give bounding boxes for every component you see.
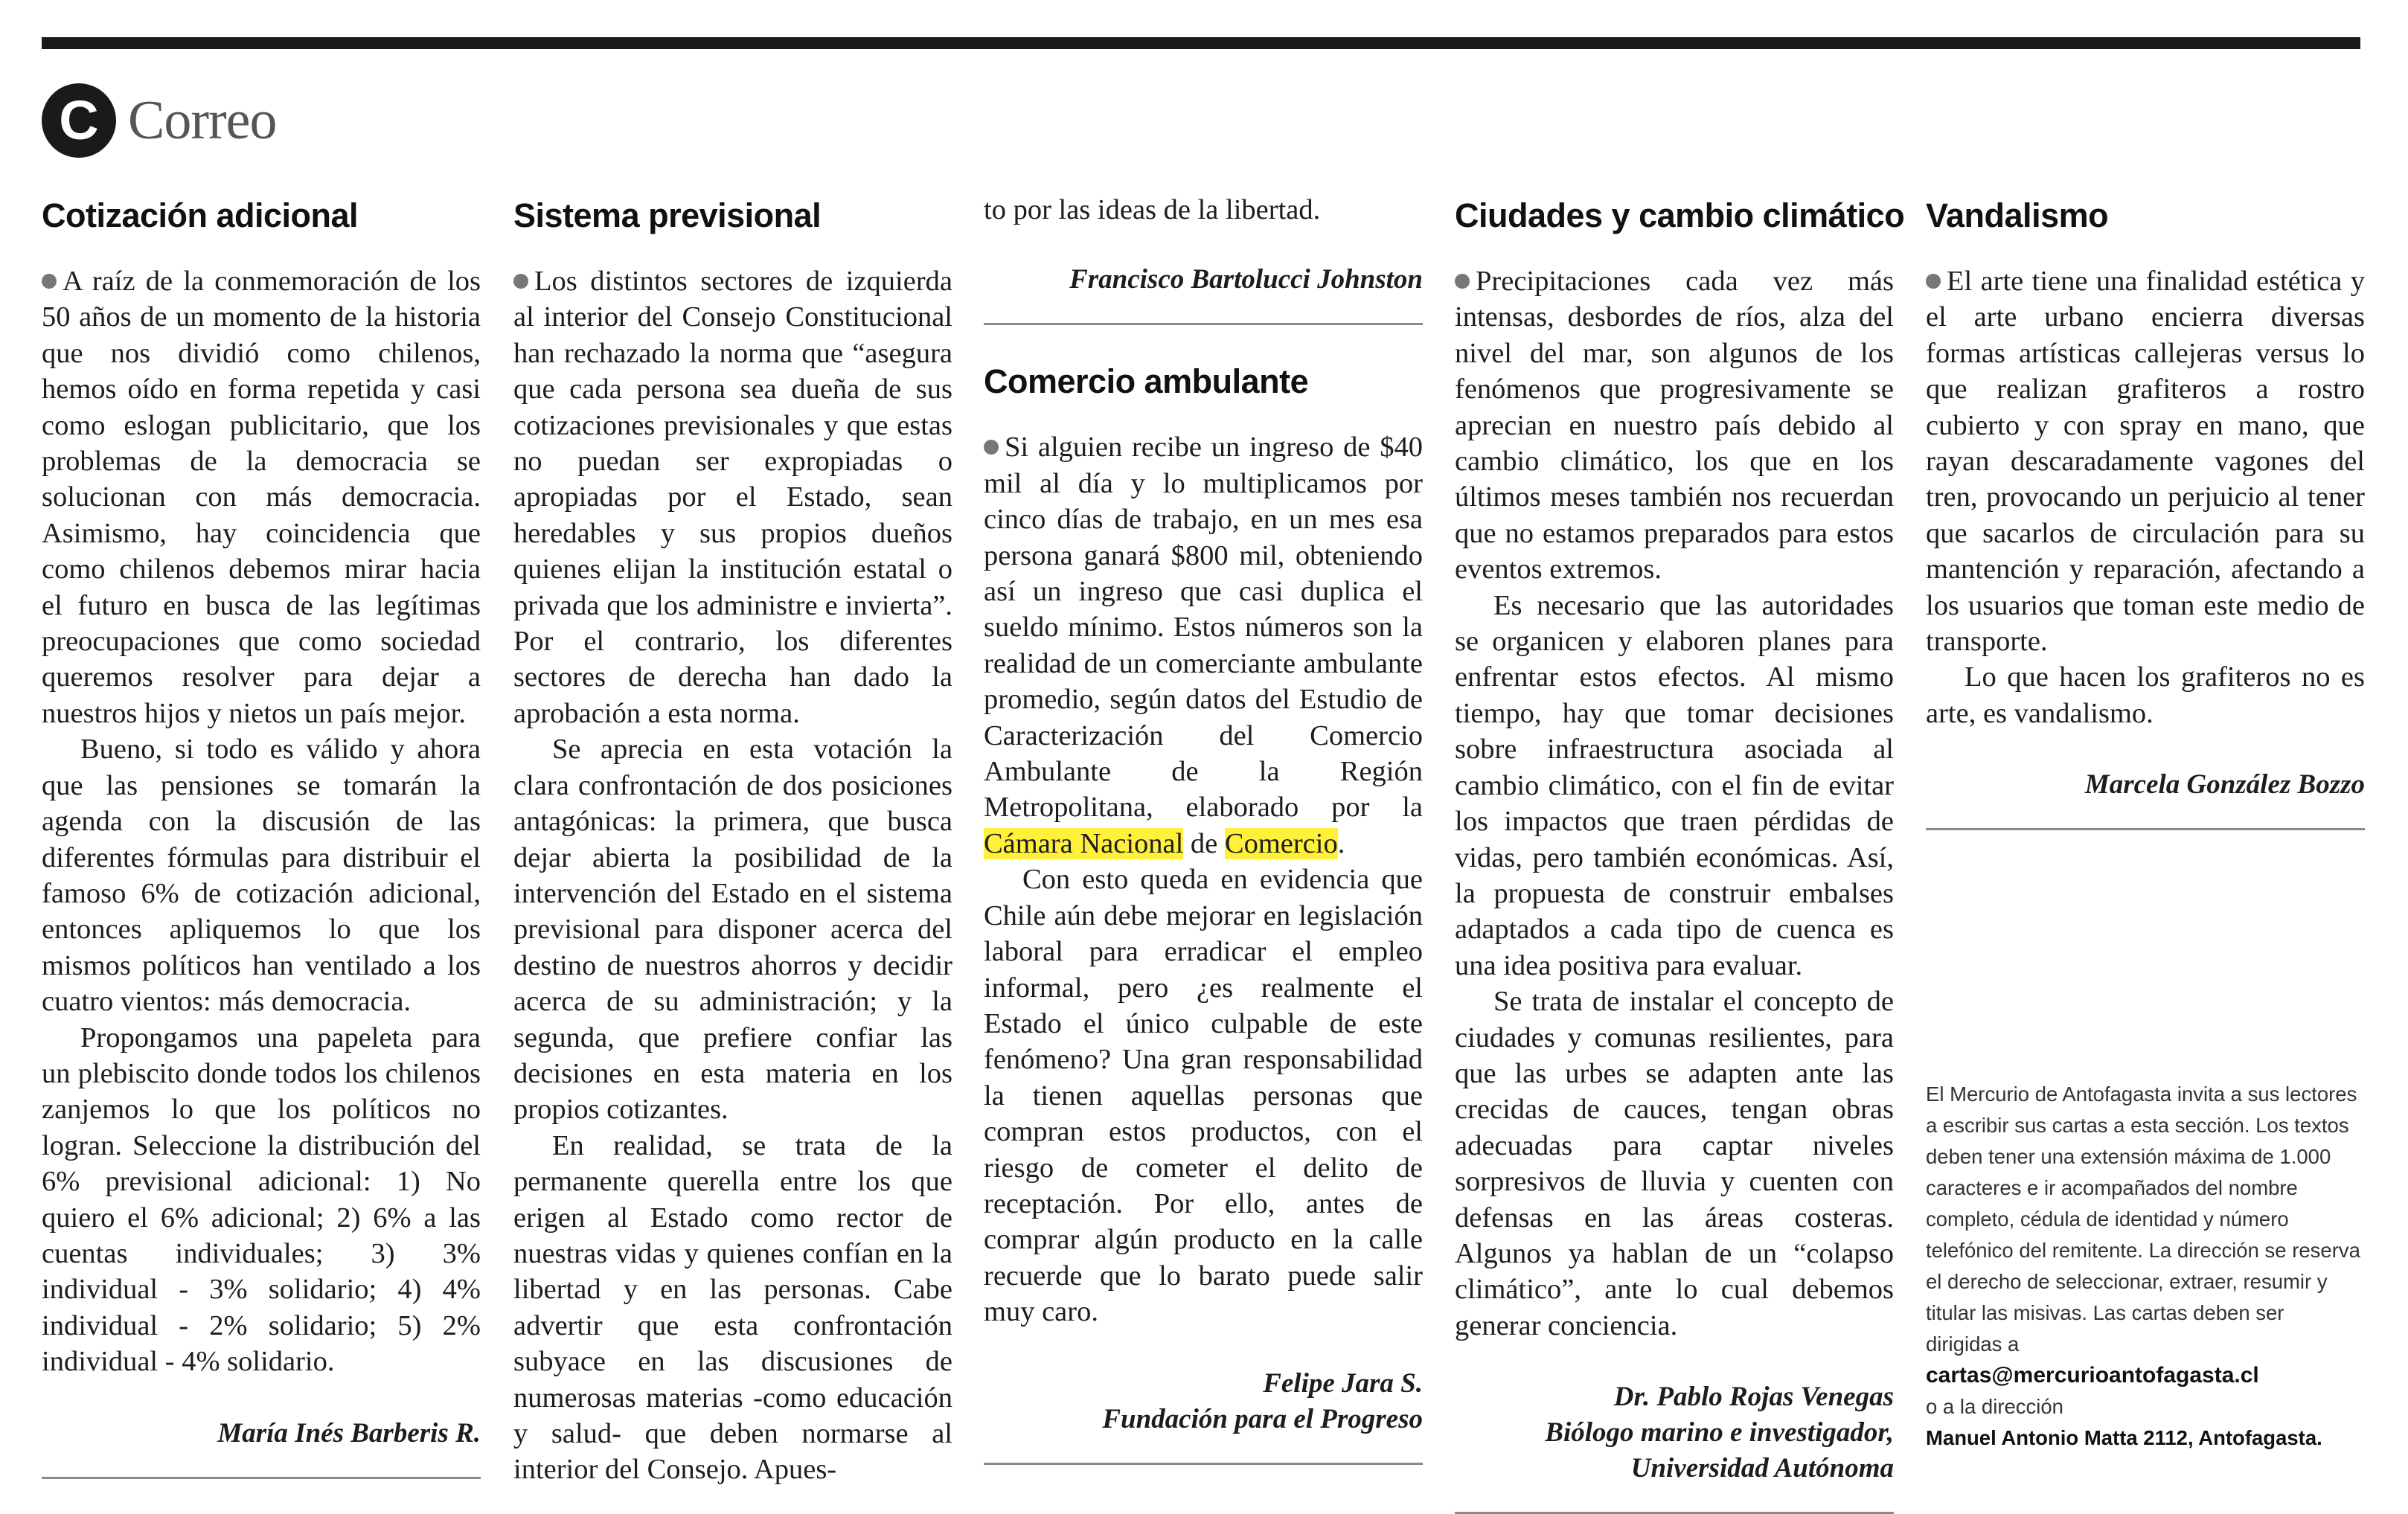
section-title: Correo bbox=[128, 89, 277, 151]
highlighted-text: Comercio bbox=[1224, 827, 1338, 859]
notice-email[interactable]: cartas@mercurioantofagasta.cl bbox=[1926, 1363, 2259, 1388]
submission-notice bbox=[1926, 1079, 2365, 1454]
continued-text bbox=[984, 192, 1423, 228]
letter-signature: María Inés Barberis R. bbox=[217, 1417, 481, 1449]
letter-title: Vandalismo bbox=[1926, 196, 2109, 234]
notice-address: Manuel Antonio Matta 2112, Antofagasta. bbox=[1926, 1426, 2322, 1449]
divider bbox=[42, 1477, 481, 1479]
section-masthead bbox=[42, 83, 277, 158]
bullet-icon bbox=[1455, 274, 1470, 289]
letter-paragraph: Con esto queda en evidencia que Chile aún debe mejorar en legislación laboral para erradicar el empleo informal, pero ¿es realmente el Estado el único culpable de este fenómeno? Una gran responsabilidad la tienen aquellas personas que compran estos productos, con el riesgo de cometer el delito de receptación. Por ello, antes de comprar algún producto en la calle recuerde que lo barato puede salir muy caro. bbox=[984, 864, 1423, 1328]
letter-paragraph: Se trata de instalar el concepto de ciudades y comunas resilientes, para que las urbes se adapten ante las crecidas de cauces, tengan obras adecuadas para captar niveles sorpresivos de lluvia y cuenten con defensas en las áreas costeras. Algunos ya hablan de un “colapso climático”, ante lo cual debemos generar conciencia. bbox=[1455, 986, 1894, 1341]
letter-paragraph: Es necesario que las autoridades se organicen y elaboren planes para enfrentar estos efectos. Al mismo tiempo, hay que tomar decisiones sobre infraestructura asociada al cambio climático, con el fin de evitar los impactos que traen pérdidas de vidas, pero también económicas. Así, la propuesta de construir embalses adaptados a cada tipo de cuenca es una idea positiva para evaluar. bbox=[1455, 589, 1894, 981]
notice-text: El Mercurio de Antofagasta invita a sus lectores a escribir sus cartas a esta sección. Los textos deben tener una extensión máxima de 1.000 caracteres e ir acompañados del nombre completo, cédula de identidad y número telefónico del remitente. La dirección se reserva el derecho de seleccionar, extraer, resumir y titular las misivas. Las cartas deben ser dirigidas a bbox=[1926, 1082, 2360, 1356]
letter-paragraph: Precipitaciones cada vez más intensas, desbordes de ríos, alza del nivel del mar, son algunos de los fenómenos que progresivamente se aprecian en nuestro país debido al cambio climático, los que en los últimos meses también nos recuerdan que no estamos preparados para estos eventos extremos. bbox=[1455, 266, 1894, 586]
signature-org: Universidad Autónoma bbox=[1630, 1453, 1894, 1484]
bullet-icon bbox=[1926, 274, 1941, 289]
letter-paragraph: Los distintos sectores de izquierda al interior del Consejo Constitucional han rechazado la norma que “asegura que cada persona sea dueña de sus cotizaciones previsionales y que estas no puedan ser expropiadas o apropiadas por el Estado, sean heredables y sus propios dueños quienes elijan la institución estatal o privada que los administre e invierta”. Por el contrario, los diferentes sectores de derecha han dado la aprobación a esta norma. bbox=[513, 266, 952, 729]
divider bbox=[984, 323, 1423, 325]
letter-signature: Francisco Bartolucci Johnston bbox=[1069, 264, 1423, 295]
letter-paragraph: Si alguien recibe un ingreso de $40 mil al día y lo multiplicamos por cinco días de trabajo, en un mes esa persona ganará $800 mil, obteniendo así un ingreso que casi duplica el sueldo mínimo. Estos números son la realidad de un comerciante ambulante promedio, según datos del Estudio de Caracterización del Comercio Ambulante de la Región Metropolitana, elaborado por la Cámara Nacional de Comercio. bbox=[984, 432, 1423, 859]
column-three bbox=[984, 192, 1423, 1465]
signature-org: Fundación para el Progreso bbox=[1102, 1403, 1423, 1434]
letter-signature bbox=[1455, 1379, 1894, 1486]
letter-paragraph: En realidad, se trata de la permanente querella entre los que erigen al Estado como rector de nuestras vidas y quienes confían en la libertad y en las personas. Cabe advertir que esta confrontación subyace en las discusiones de numerosas materias -como educación y salud- que deben normarse al interior del Consejo. Apues- bbox=[513, 1129, 952, 1486]
letter-vandalismo bbox=[1926, 192, 2365, 830]
bullet-icon bbox=[42, 274, 57, 289]
letter-body bbox=[1455, 263, 1894, 1344]
letter-paragraph: Bueno, si todo es válido y ahora que las pensiones se tomarán la agenda con la discusión de las diferentes fórmulas para distribuir el famoso 6% de cotización adicional, entonces apliquemos lo que los mismos políticos han ventilado a los cuatro vientos: más democracia. bbox=[42, 734, 481, 1018]
letter-title: Comercio ambulante bbox=[984, 362, 1309, 401]
section-badge: C bbox=[42, 83, 116, 158]
signature-name: Dr. Pablo Rojas Venegas bbox=[1613, 1382, 1894, 1413]
letter-ciudades bbox=[1455, 192, 1905, 1514]
letter-body bbox=[42, 263, 481, 1380]
letter-title: Cotización adicional bbox=[42, 196, 359, 234]
letter-paragraph: El arte tiene una finalidad estética y el arte urbano encierra diversas formas artísticas callejeras versus lo que realizan grafiteros a rostro cubierto y con spray en mano, que rayan descaradamente vagones del tren, provocando un perjuicio al tener que sacarlos de circulación para su mantención y reparación, afectando a los usuarios que toman este medio de transporte. bbox=[1926, 266, 2365, 658]
divider bbox=[1926, 828, 2365, 830]
highlighted-text: Cámara Nacional bbox=[984, 827, 1184, 859]
letter-signature bbox=[984, 1366, 1423, 1437]
notice-or-address: o a la dirección bbox=[1926, 1395, 2063, 1418]
signature-name: Felipe Jara S. bbox=[1263, 1367, 1423, 1399]
letter-paragraph: Propongamos una papeleta para un plebiscito donde todos los chilenos zanjemos lo que los políticos no logran. Seleccione la distribución del 6% previsional adicional: 1) No quiero el 6% adicional; 2) 6% a las cuentas individuales; 3) 3% individual - 3% solidario; 4) 4% individual - 2% solidario; 5) 2% individual - 4% solidario. bbox=[42, 1021, 481, 1378]
letter-body bbox=[984, 429, 1423, 1329]
letter-paragraph: Se aprecia en esta votación la clara confrontación de dos posiciones antagónicas: la primera, que busca dejar abierta la posibilidad de la intervención del Estado en el sistema previsional para disponer acerca del destino de nuestros ahorros y decidir acerca de su administración; y la segunda, que prefiere confiar las decisiones en esta materia en los propios cotizantes. bbox=[513, 734, 952, 1126]
letter-body bbox=[513, 263, 952, 1488]
letter-signature: Marcela González Bozzo bbox=[2084, 769, 2365, 801]
top-rule bbox=[42, 37, 2360, 49]
letter-cotizacion bbox=[42, 192, 481, 1479]
bullet-icon bbox=[984, 440, 999, 455]
letter-paragraph: A raíz de la conmemoración de los 50 años de un momento de la historia que nos dividió como chilenos, hemos oído en forma repetida y casi como eslogan publicitario, que los problemas de la democracia se solucionan con más democracia. Asimismo, hay coincidencia que como chilenos debemos mirar hacia el futuro en busca de las legítimas preocupaciones que como sociedad queremos resolver para dejar a nuestros hijos y nietos un país mejor. bbox=[42, 266, 481, 729]
letter-paragraph: to por las ideas de la libertad. bbox=[984, 194, 1321, 225]
letter-title: Ciudades y cambio climático bbox=[1455, 196, 1905, 234]
bullet-icon bbox=[513, 274, 528, 289]
letter-paragraph: Lo que hacen los grafiteros no es arte, es vandalismo. bbox=[1926, 661, 2365, 729]
letter-body bbox=[1926, 263, 2365, 731]
letter-sistema-previsional bbox=[513, 192, 952, 1488]
letter-title: Sistema previsional bbox=[513, 196, 822, 234]
divider bbox=[984, 1463, 1423, 1465]
signature-role: Biólogo marino e investigador, bbox=[1545, 1417, 1894, 1449]
